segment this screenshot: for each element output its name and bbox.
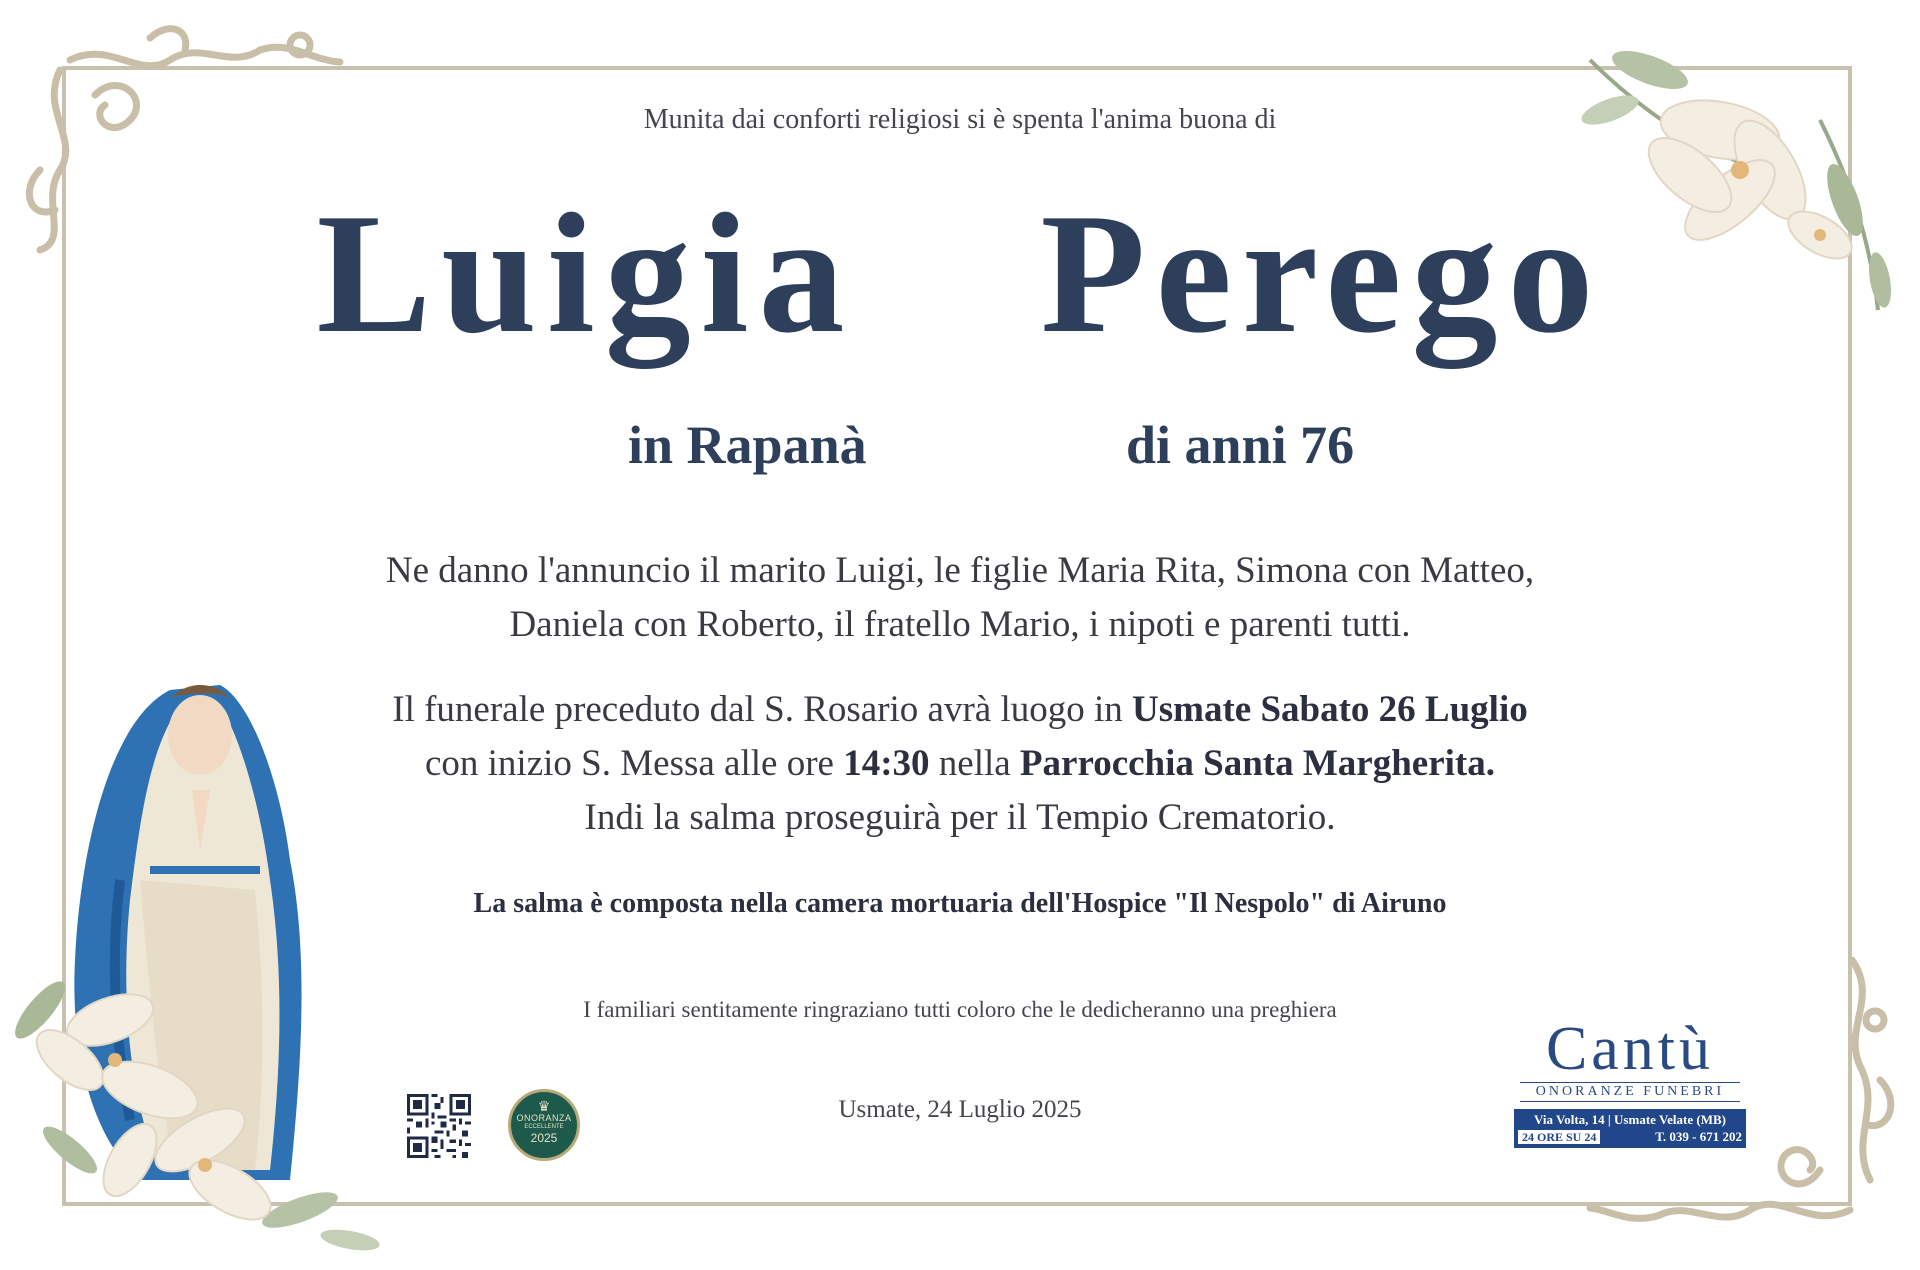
thanks-text: I familiari sentitamente ringraziano tutti coloro che le dedicheranno una preghiera (583, 997, 1337, 1022)
badge-line-1: ONORANZA (516, 1113, 572, 1123)
logo-phone: T. 039 - 671 202 (1655, 1129, 1742, 1144)
logo-contact-row (1518, 1128, 1742, 1146)
intro-text: Munita dai conforti religiosi si è spenta l'anima buona di (643, 104, 1277, 135)
funeral-details (0, 683, 1920, 845)
logo-address: Via Volta, 14 | Usmate Velate (MB) (1534, 1112, 1726, 1127)
funeral-place-date: Usmate Sabato 26 Luglio (1132, 689, 1528, 730)
funeral-church: Parrocchia Santa Margherita. (1019, 743, 1495, 784)
logo-tagline: ONORANZE FUNEBRI (1520, 1082, 1740, 1102)
family-line-2: Daniela con Roberto, il fratello Mario, i nipoti e parenti tutti. (509, 604, 1411, 645)
married-name: in Rapanà (628, 415, 867, 475)
logo-info-box (1514, 1109, 1746, 1148)
funeral-home-logo (1514, 1015, 1746, 1148)
family-announcement (0, 544, 1920, 652)
family-line-1: Ne danno l'annuncio il marito Luigi, le figlie Maria Rita, Simona con Matteo, (385, 550, 1535, 591)
deceased-name: Luigia Perego (316, 179, 1604, 369)
age-text: di anni 76 (1126, 415, 1355, 475)
logo-hours: 24 ORE SU 24 (1518, 1130, 1600, 1144)
badge-year: 2025 (530, 1131, 558, 1145)
funeral-line-1 (0, 683, 1920, 737)
funeral-line-1-text: Il funerale preceduto dal S. Rosario avrà luogo in (392, 689, 1133, 730)
award-badge (508, 1089, 580, 1161)
funeral-time: 14:30 (843, 743, 930, 784)
salma-text: La salma è composta nella camera mortuaria dell'Hospice "Il Nespolo" di Airuno (473, 888, 1447, 919)
logo-brand: Cantù (1545, 1015, 1715, 1083)
crown-icon: ♛ (537, 1098, 551, 1114)
funeral-line-2-text: con inizio S. Messa alle ore (424, 743, 844, 784)
place-date: Usmate, 24 Luglio 2025 (838, 1096, 1082, 1123)
funeral-line-2 (0, 737, 1920, 791)
badge-line-2: ECCELLENTE (524, 1124, 564, 1130)
qr-code-icon[interactable] (407, 1094, 471, 1158)
funeral-line-2-mid: nella (929, 743, 1020, 784)
funeral-line-3: Indi la salma proseguirà per il Tempio Crematorio. (584, 797, 1336, 838)
